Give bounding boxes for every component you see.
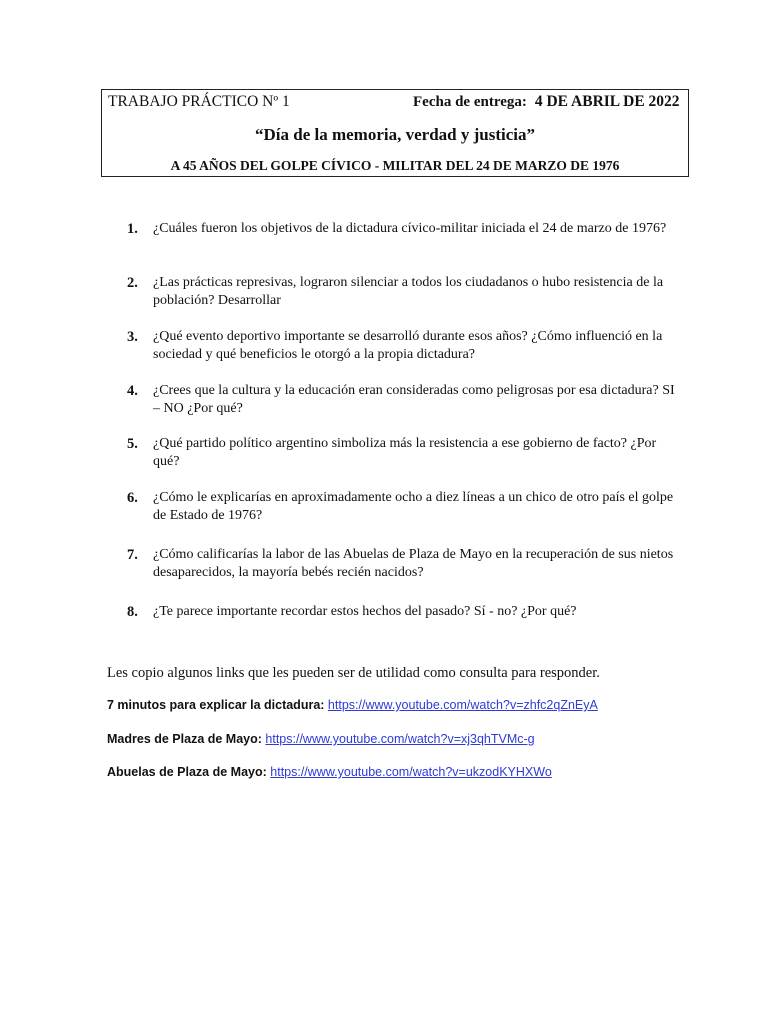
question-number: 5. bbox=[127, 436, 138, 452]
links-intro: Les copio algunos links que les pueden ser de utilidad como consulta para responder. bbox=[107, 665, 600, 681]
question-text: ¿Qué evento deportivo importante se desarrolló durante esos años? ¿Cómo influenció en la sociedad y qué beneficios le otorgó a la propia dictadura? bbox=[153, 329, 663, 362]
question-number: 7. bbox=[127, 547, 138, 563]
link-label: Madres de Plaza de Mayo: bbox=[107, 732, 262, 746]
question-number: 4. bbox=[127, 383, 138, 399]
link-row bbox=[107, 732, 535, 746]
due-date-value: 4 DE ABRIL DE 2022 bbox=[534, 93, 680, 110]
due-date bbox=[413, 93, 680, 111]
link-label: Abuelas de Plaza de Mayo: bbox=[107, 765, 267, 779]
question-number: 6. bbox=[127, 490, 138, 506]
main-title: “Día de la memoria, verdad y justicia” bbox=[255, 125, 535, 144]
video-link[interactable]: https://www.youtube.com/watch?v=xj3qhTVMc-g bbox=[265, 732, 535, 746]
question-number: 1. bbox=[127, 221, 138, 237]
question-text: ¿Cómo calificarías la labor de las Abuelas de Plaza de Mayo en la recuperación de sus nietos desaparecidos, la mayoría bebés recién nacidos? bbox=[153, 547, 674, 580]
question-number: 2. bbox=[127, 275, 138, 291]
question-text: ¿Cuáles fueron los objetivos de la dictadura cívico-militar iniciada el 24 de marzo de 1976? bbox=[153, 221, 667, 236]
question-text: ¿Cómo le explicarías en aproximadamente ocho a diez líneas a un chico de otro país el golpe de Estado de 1976? bbox=[153, 490, 674, 523]
header-box bbox=[101, 89, 689, 177]
question-text: ¿Te parece importante recordar estos hechos del pasado? Sí - no? ¿Por qué? bbox=[153, 604, 577, 619]
question-number: 3. bbox=[127, 329, 138, 345]
due-date-label: Fecha de entrega: bbox=[413, 94, 527, 110]
question-number: 8. bbox=[127, 604, 138, 620]
assignment-title: TRABAJO PRÁCTICO Nº 1 bbox=[108, 93, 290, 110]
link-label: 7 minutos para explicar la dictadura: bbox=[107, 698, 325, 712]
question-text: ¿Qué partido político argentino simboliza más la resistencia a ese gobierno de facto? ¿Por qué? bbox=[153, 436, 657, 469]
link-row bbox=[107, 765, 552, 779]
video-link[interactable]: https://www.youtube.com/watch?v=zhfc2qZnEyA bbox=[327, 698, 598, 712]
question-text: ¿Crees que la cultura y la educación eran consideradas como peligrosas por esa dictadura? SI – NO ¿Por qué? bbox=[153, 383, 675, 416]
question-text: ¿Las prácticas represivas, lograron silenciar a todos los ciudadanos o hubo resistencia de la población? Desarrollar bbox=[153, 275, 664, 308]
link-row bbox=[107, 698, 598, 712]
video-link[interactable]: https://www.youtube.com/watch?v=ukzodKYHXWo bbox=[270, 765, 552, 779]
subtitle: A 45 AÑOS DEL GOLPE CÍVICO - MILITAR DEL 24 DE MARZO DE 1976 bbox=[170, 158, 620, 173]
